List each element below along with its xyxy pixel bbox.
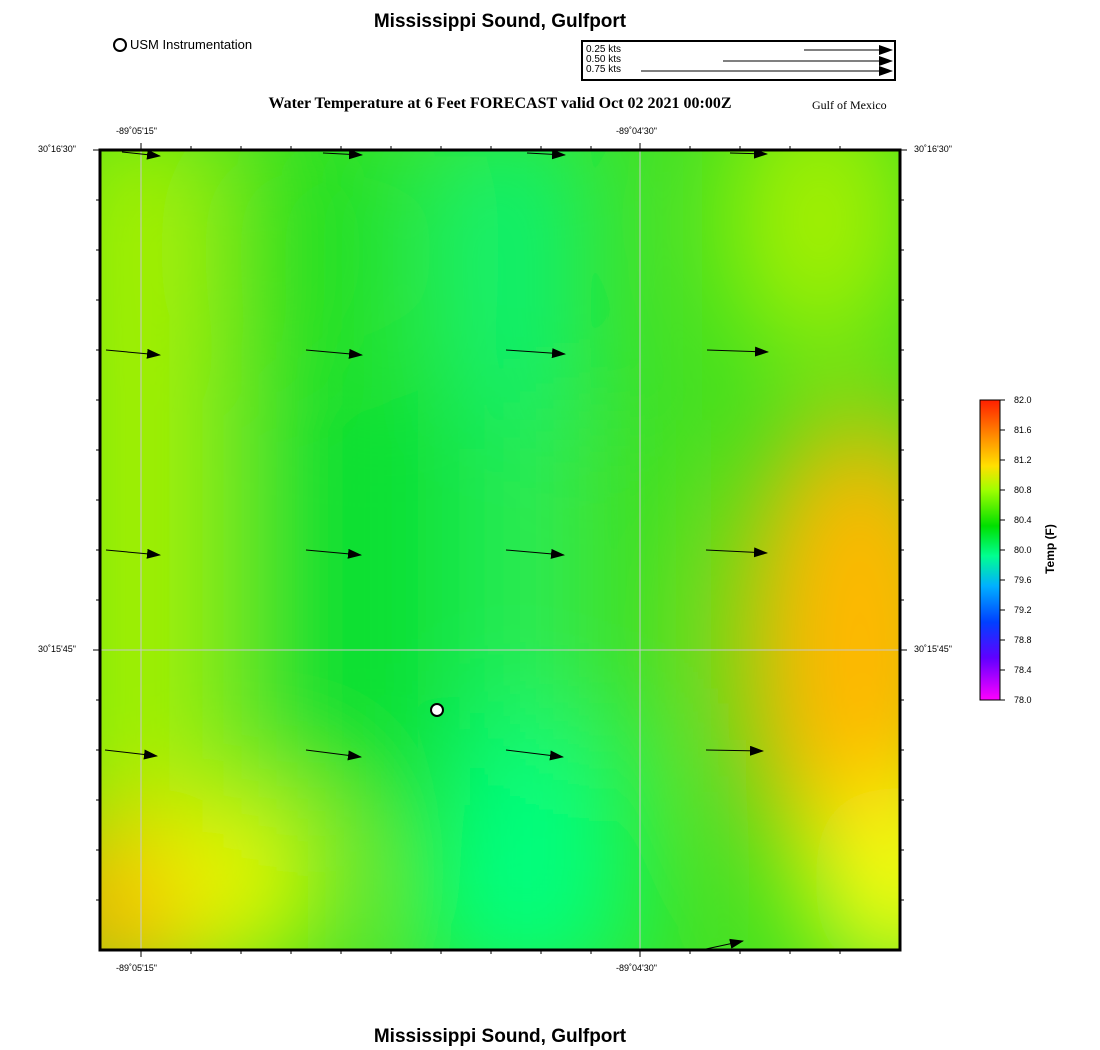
bottom-lon-label: -89˚04'30" — [616, 963, 657, 973]
forecast-subtitle: Water Temperature at 6 Feet FORECAST valid Oct 02 2021 00:00Z — [268, 95, 732, 112]
colorbar-tick-label: 81.2 — [1014, 455, 1032, 465]
vector-legend-label: 0.25 kts — [586, 44, 622, 55]
colorbar-tick-label: 82.0 — [1014, 395, 1032, 405]
top-lon-label: -89˚05'15" — [116, 126, 157, 136]
colorbar-tick-label: 78.0 — [1014, 695, 1032, 705]
colorbar-tick-label: 79.2 — [1014, 605, 1032, 615]
colorbar — [980, 400, 1000, 700]
colorbar-title: Temp (F) — [1043, 524, 1057, 574]
top-lon-label: -89˚04'30" — [616, 126, 657, 136]
region-label: Gulf of Mexico — [812, 98, 887, 112]
vector-legend-label: 0.75 kts — [586, 64, 622, 75]
colorbar-tick-label: 78.4 — [1014, 665, 1032, 675]
map-title: Mississippi Sound, Gulfport — [373, 11, 627, 32]
colorbar-tick-label: 80.0 — [1014, 545, 1032, 555]
colorbar-tick-label: 79.6 — [1014, 575, 1032, 585]
footer-title: Mississippi Sound, Gulfport — [373, 1026, 627, 1047]
vector-legend-label: 0.50 kts — [586, 54, 622, 65]
colorbar-ticks — [1000, 400, 1005, 700]
colorbar-tick-label: 80.8 — [1014, 485, 1032, 495]
station-legend-label: USM Instrumentation — [130, 37, 253, 52]
colorbar-tick-label: 80.4 — [1014, 515, 1032, 525]
usm-station-marker — [431, 704, 443, 716]
right-lat-label: 30˚15'45" — [914, 644, 952, 654]
left-lat-label: 30˚15'45" — [38, 644, 76, 654]
colorbar-tick-label: 78.8 — [1014, 635, 1032, 645]
left-lat-label: 30˚16'30" — [38, 144, 76, 154]
right-lat-label: 30˚16'30" — [914, 144, 952, 154]
bottom-lon-label: -89˚05'15" — [116, 963, 157, 973]
temperature-field — [20, 80, 990, 1000]
colorbar-tick-label: 81.6 — [1014, 425, 1032, 435]
